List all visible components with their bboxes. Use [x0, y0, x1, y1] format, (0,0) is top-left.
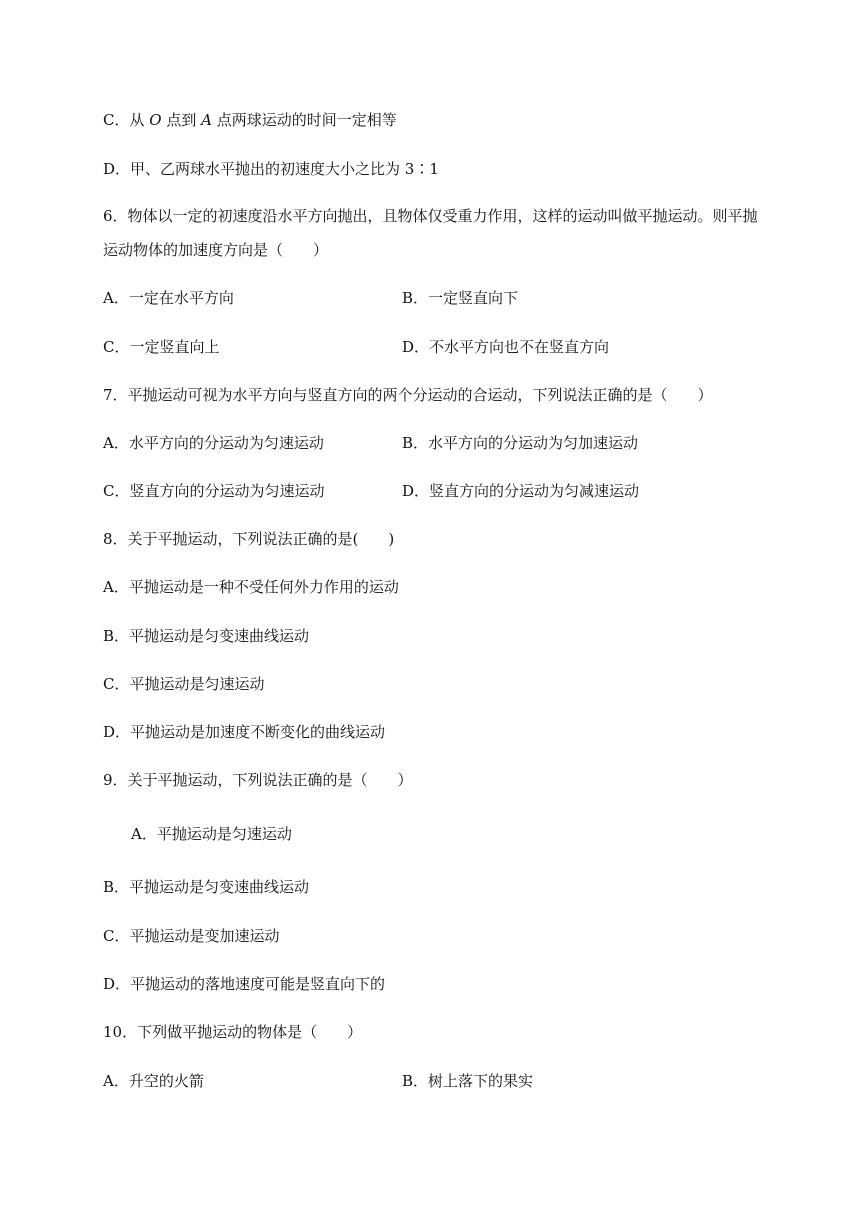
q6-stem-line1: 6．物体以一定的初速度沿水平方向抛出，且物体仅受重力作用，这样的运动叫做平抛运动。则平抛	[103, 207, 758, 225]
q5-option-c-suffix: 点两球运动的时间一定相等	[211, 111, 397, 129]
q6-stem-line2: 运动物体的加速度方向是（ ）	[103, 241, 329, 259]
q5-option-c	[103, 110, 397, 130]
q10-option-b: B．树上落下的果实	[402, 1072, 534, 1090]
q6-option-a: A．一定在水平方向	[103, 289, 234, 307]
q8-option-d: D．平抛运动是加速度不断变化的曲线运动	[103, 723, 386, 741]
q6-option-c: C．一定竖直向上	[103, 338, 220, 356]
q5-option-c-prefix: C．从	[103, 111, 150, 129]
q7-option-a: A．水平方向的分运动为匀速运动	[103, 434, 324, 452]
q9-stem: 9．关于平抛运动，下列说法正确的是（ ）	[103, 771, 413, 789]
q8-option-b: B．平抛运动是匀变速曲线运动	[103, 627, 310, 645]
q9-option-b: B．平抛运动是匀变速曲线运动	[103, 878, 310, 896]
q6-option-d: D．不水平方向也不在竖直方向	[402, 338, 610, 356]
q7-option-d: D．竖直方向的分运动为匀减速运动	[402, 482, 640, 500]
q6-option-b: B．一定竖直向下	[402, 289, 519, 307]
q10-option-a: A．升空的火箭	[103, 1072, 204, 1090]
q7-option-b: B．水平方向的分运动为匀加速运动	[402, 434, 639, 452]
q8-stem: 8．关于平抛运动，下列说法正确的是( )	[103, 530, 395, 548]
q9-option-a: A．平抛运动是匀速运动	[131, 825, 292, 843]
q7-stem: 7．平抛运动可视为水平方向与竖直方向的两个分运动的合运动，下列说法正确的是（ ）	[103, 386, 713, 404]
q7-option-c: C．竖直方向的分运动为匀速运动	[103, 482, 325, 500]
q5-option-d: D．甲、乙两球水平抛出的初速度大小之比为 3∶1	[103, 160, 439, 178]
q9-option-c: C．平抛运动是变加速运动	[103, 927, 280, 945]
point-o-label: O	[149, 111, 162, 129]
q9-option-d: D．平抛运动的落地速度可能是竖直向下的	[103, 975, 386, 993]
q5-option-c-middle: 点到	[161, 111, 202, 129]
point-a-label: A	[201, 111, 212, 129]
q8-option-a: A．平抛运动是一种不受任何外力作用的运动	[103, 578, 399, 596]
q10-stem: 10．下列做平抛运动的物体是（ ）	[103, 1023, 363, 1041]
q8-option-c: C．平抛运动是匀速运动	[103, 675, 265, 693]
